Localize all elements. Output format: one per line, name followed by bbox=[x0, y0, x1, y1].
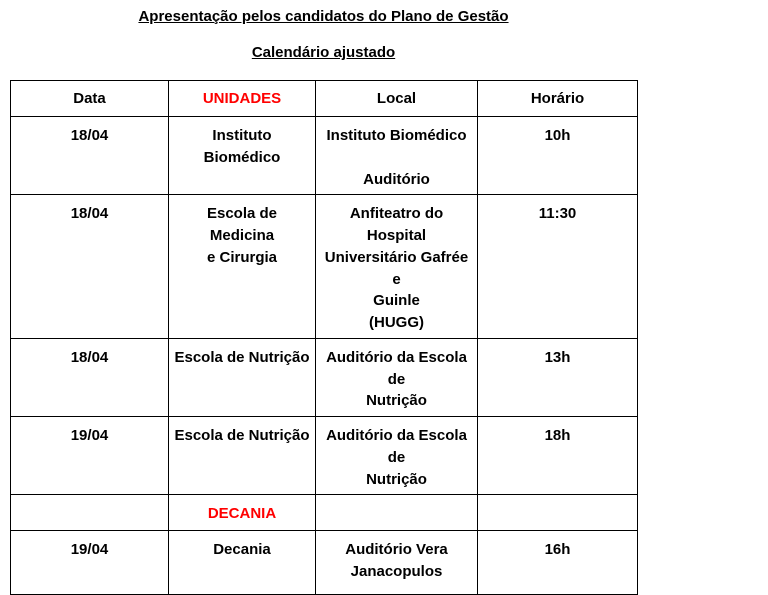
page-subtitle: Calendário ajustado bbox=[251, 44, 396, 61]
table-row bbox=[11, 417, 638, 495]
table-header-row bbox=[11, 81, 638, 117]
cell-local: Auditório Vera Janacopulos bbox=[316, 531, 478, 595]
document-content bbox=[10, 0, 637, 595]
cell-data: 18/04 bbox=[11, 117, 169, 195]
page-title: Apresentação pelos candidatos do Plano de Gestão bbox=[138, 8, 509, 25]
cell-local: Instituto Biomédico Auditório bbox=[316, 117, 478, 195]
column-header-horario: Horário bbox=[478, 81, 638, 117]
cell-horario: 11:30 bbox=[478, 195, 638, 339]
schedule-table bbox=[10, 80, 638, 595]
cell-horario: 16h bbox=[478, 531, 638, 595]
table-row-section-decania bbox=[11, 495, 638, 531]
cell-data: 18/04 bbox=[11, 338, 169, 416]
cell-unidade: Escola de Nutrição bbox=[169, 338, 316, 416]
table-row bbox=[11, 195, 638, 339]
cell-local: Anfiteatro do Hospital Universitário Gafrée e Guinle (HUGG) bbox=[316, 195, 478, 339]
cell-unidade: DECANIA bbox=[169, 495, 316, 531]
column-header-local: Local bbox=[316, 81, 478, 117]
cell-data bbox=[11, 495, 169, 531]
column-header-data: Data bbox=[11, 81, 169, 117]
cell-unidade: Decania bbox=[169, 531, 316, 595]
cell-unidade: Instituto Biomédico bbox=[169, 117, 316, 195]
cell-data: 19/04 bbox=[11, 417, 169, 495]
table-row bbox=[11, 338, 638, 416]
cell-horario: 10h bbox=[478, 117, 638, 195]
column-header-unidades: UNIDADES bbox=[169, 81, 316, 117]
cell-horario: 18h bbox=[478, 417, 638, 495]
cell-unidade: Escola de Medicina e Cirurgia bbox=[169, 195, 316, 339]
table-row bbox=[11, 117, 638, 195]
cell-unidade: Escola de Nutrição bbox=[169, 417, 316, 495]
table-row bbox=[11, 531, 638, 595]
cell-data: 19/04 bbox=[11, 531, 169, 595]
cell-local: Auditório da Escola de Nutrição bbox=[316, 338, 478, 416]
cell-local: Auditório da Escola de Nutrição bbox=[316, 417, 478, 495]
cell-local bbox=[316, 495, 478, 531]
cell-horario: 13h bbox=[478, 338, 638, 416]
cell-horario bbox=[478, 495, 638, 531]
cell-data: 18/04 bbox=[11, 195, 169, 339]
